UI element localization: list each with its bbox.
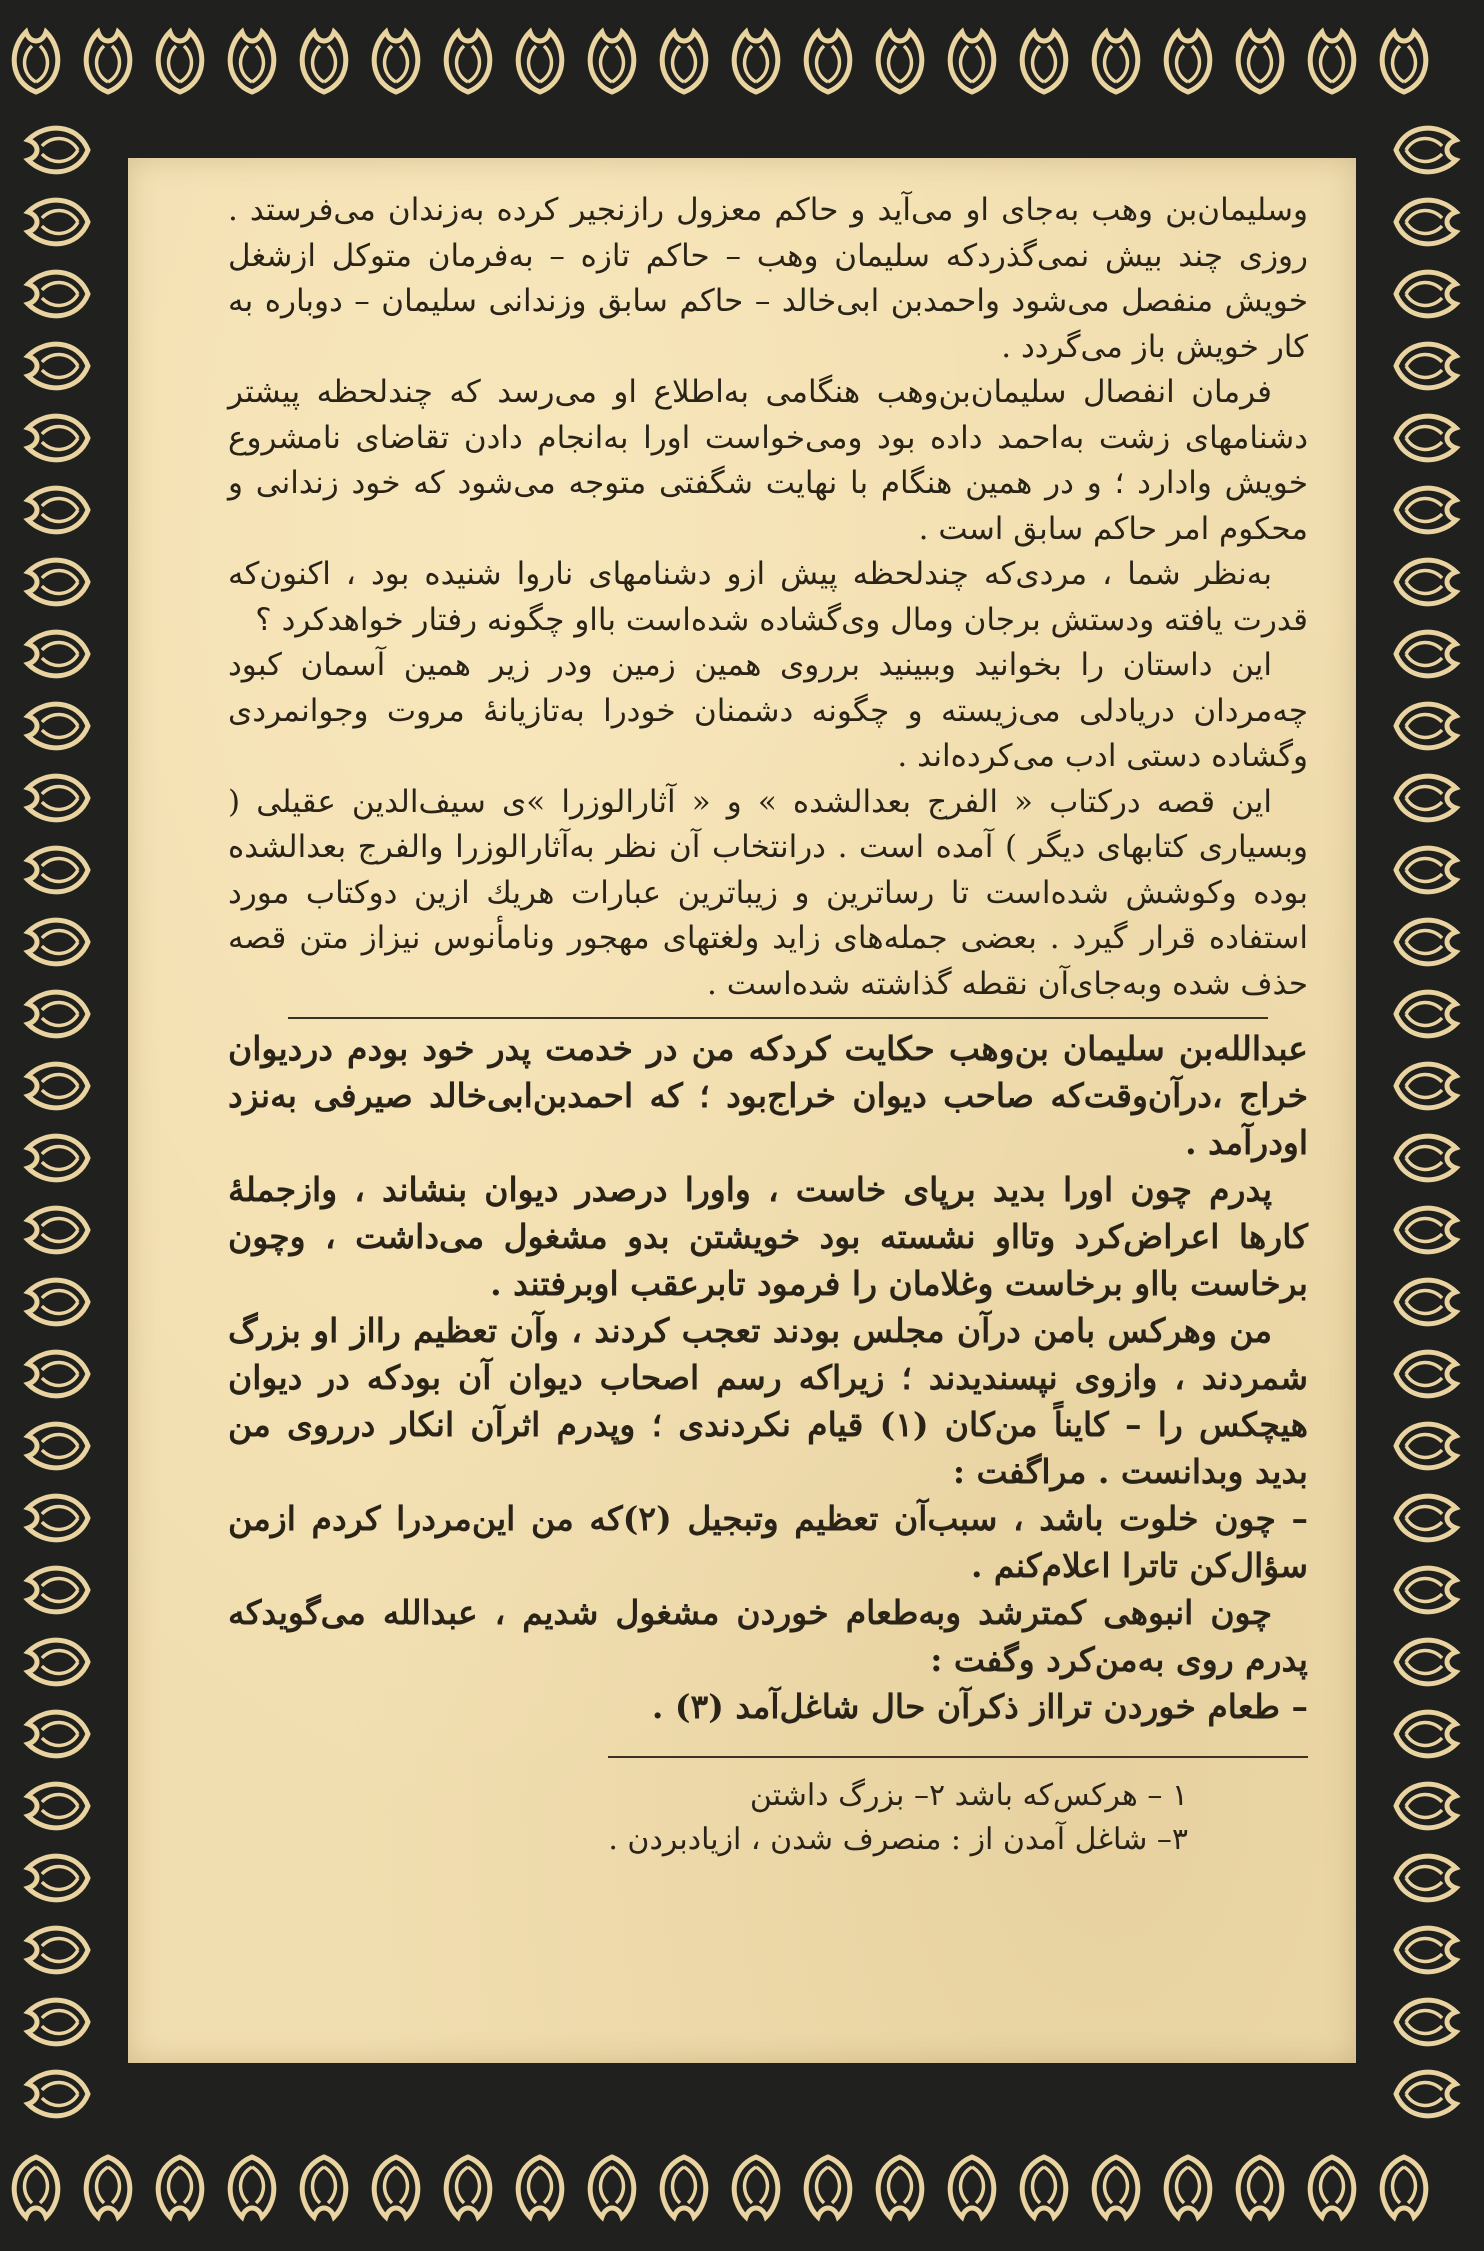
border-petal-bottom — [1022, 2157, 1066, 2217]
border-petal-right — [1396, 1352, 1456, 1396]
border-petal-left — [28, 1712, 88, 1756]
border-petal-right — [1396, 1424, 1456, 1468]
border-petal-left — [28, 1064, 88, 1108]
border-petal-bottom — [1166, 2157, 1210, 2217]
border-petal-top — [1382, 32, 1426, 92]
border-petal-right — [1396, 200, 1456, 244]
border-petal-top — [158, 32, 202, 92]
border-petal-right — [1396, 488, 1456, 532]
border-petal-right — [1396, 560, 1456, 604]
border-petal-left — [28, 1640, 88, 1684]
border-petal-bottom — [1310, 2157, 1354, 2217]
border-petal-top — [950, 32, 994, 92]
story-paragraph-1: عبدالله‌بن سلیمان بن‌وهب حکایت کردکه من در خدمت پدر خود بودم دردیوان خراج ،درآن‌وقت‌که صاحب دیوان خراج‌بود ؛ که احمدبن‌ابی‌خالد صیرفی به‌نزد اودرآمد . — [228, 1029, 1308, 1162]
article-content — [228, 188, 1308, 1862]
border-petal-bottom — [14, 2157, 58, 2217]
border-petal-left — [28, 560, 88, 604]
story-paragraph-6: – طعام خوردن ترااز ذکرآن حال شاغل‌آمد (۳) . — [651, 1687, 1308, 1726]
border-petal-top — [302, 32, 346, 92]
border-petal-bottom — [518, 2157, 562, 2217]
border-petal-left — [28, 1568, 88, 1612]
footnotes — [228, 1774, 1308, 1862]
border-petal-top — [878, 32, 922, 92]
border-petal-left — [28, 200, 88, 244]
border-petal-right — [1396, 776, 1456, 820]
border-petal-top — [1238, 32, 1282, 92]
border-petal-left — [28, 1928, 88, 1972]
border-petal-bottom — [230, 2157, 274, 2217]
paper-panel — [128, 158, 1356, 2063]
border-petal-left — [28, 632, 88, 676]
border-petal-right — [1396, 2072, 1456, 2116]
border-petal-right — [1396, 848, 1456, 892]
border-petal-bottom — [950, 2157, 994, 2217]
border-petal-right — [1396, 1136, 1456, 1180]
footnote-line-2: ۳– شاغل آمدن از : منصرف شدن ، ازیادبردن . — [608, 1822, 1188, 1857]
border-petal-bottom — [302, 2157, 346, 2217]
intro-paragraph-3: به‌نظر شما ، مردی‌که چندلحظه پیش ازو دشنامهای ناروا شنیده بود ، اکنون‌که قدرت یافته ودستش برجان ومال وی‌گشاده شده‌است بااو چگونه رفتار خواهدکرد ؟ — [228, 556, 1308, 638]
border-petal-left — [28, 2000, 88, 2044]
border-petal-right — [1396, 632, 1456, 676]
section-divider — [288, 1017, 1268, 1019]
border-petal-bottom — [446, 2157, 490, 2217]
border-petal-right — [1396, 128, 1456, 172]
border-petal-top — [662, 32, 706, 92]
story-paragraph-2: پدرم چون اورا بدید برپای خاست ، واورا درصدر دیوان بنشاند ، وازجملهٔ کارها اعراض‌کرد وتااو نشسته بود خویشتن بدو مشغول می‌داشت ، وچون برخاست بااو برخاست وغلامان را فرمود تابرعقب اوبرفتند . — [228, 1170, 1308, 1303]
intro-paragraph-4: این داستان را بخوانید وببینید برروی همین زمین ودر زیر همین آسمان کبود چه‌مردان دریادلی می‌زیسته و چگونه دشمنان خودرا به‌تازیانهٔ مروت وجوانمردی وگشاده دستی ادب می‌کرده‌اند . — [228, 647, 1308, 774]
border-petal-right — [1396, 1064, 1456, 1108]
border-petal-left — [28, 704, 88, 748]
border-petal-top — [1310, 32, 1354, 92]
border-petal-bottom — [662, 2157, 706, 2217]
border-petal-left — [28, 848, 88, 892]
story-section — [228, 1025, 1308, 1730]
border-petal-left — [28, 272, 88, 316]
border-petal-top — [86, 32, 130, 92]
border-petal-left — [28, 344, 88, 388]
border-petal-left — [28, 1784, 88, 1828]
border-petal-top — [806, 32, 850, 92]
border-petal-left — [28, 776, 88, 820]
story-paragraph-4: – چون خلوت باشد ، سبب‌آن تعظیم وتبجیل (۲)که من این‌مردرا کردم ازمن سؤال‌کن تاترا اعلام‌کنم . — [228, 1499, 1308, 1585]
intro-paragraph-1: وسلیمان‌بن وهب به‌جای او می‌آید و حاکم معزول رازنجیر کرده به‌زندان می‌فرستد . روزی چند بیش نمی‌گذردکه سلیمان وهب – حاکم تازه – به‌فرمان متوکل ازشغل خویش منفصل می‌شود واحمدبن ابی‌خالد – حاکم سابق وزندانی سلیمان – دوباره به کار خویش باز می‌گردد . — [228, 192, 1308, 365]
border-petal-left — [28, 920, 88, 964]
border-petal-left — [28, 1136, 88, 1180]
border-petal-top — [230, 32, 274, 92]
border-petal-bottom — [86, 2157, 130, 2217]
border-petal-left — [28, 1280, 88, 1324]
intro-paragraph-5: این قصه درکتاب « الفرج بعدالشده » و « آثارالوزرا »ی سیف‌الدین عقیلی ( وبسیاری کتابهای دیگر ) آمده است . درانتخاب آن نظر به‌آثارالوزرا والفرج بعدالشده بوده وکوشش شده‌است تا رساترین و زیباترین عبارات هریك ازین دوکتاب مورد استفاده قرار گیرد . بعضی جمله‌های زاید ولغتهای مهجور ونامأنوس نیزاز متن قصه حذف شده وبه‌جای‌آن نقطه گذاشته شده‌است . — [228, 783, 1308, 1002]
border-petal-left — [28, 992, 88, 1036]
border-petal-right — [1396, 1640, 1456, 1684]
footnote-divider — [608, 1756, 1308, 1758]
border-petal-right — [1396, 992, 1456, 1036]
border-petal-right — [1396, 1280, 1456, 1324]
border-petal-right — [1396, 704, 1456, 748]
border-petal-right — [1396, 1568, 1456, 1612]
border-petal-top — [1166, 32, 1210, 92]
intro-paragraph-2: فرمان انفصال سلیمان‌بن‌وهب هنگامی به‌اطلاع او می‌رسد که چندلحظه پیشتر دشنامهای زشت به‌احمد داده بود ومی‌خواست اورا به‌انجام دادن تقاضای نامشروع خویش وادارد ؛ و در همین هنگام با نهایت شگفتی متوجه می‌شود که خود زندانی و محکوم امر حاکم سابق است . — [228, 374, 1308, 547]
border-petal-bottom — [374, 2157, 418, 2217]
border-petal-top — [1094, 32, 1138, 92]
border-petal-right — [1396, 272, 1456, 316]
border-petal-left — [28, 1208, 88, 1252]
border-petal-right — [1396, 1928, 1456, 1972]
border-petal-top — [14, 32, 58, 92]
border-petal-bottom — [590, 2157, 634, 2217]
border-petal-bottom — [734, 2157, 778, 2217]
border-petal-right — [1396, 1712, 1456, 1756]
border-petal-bottom — [1382, 2157, 1426, 2217]
border-petal-top — [734, 32, 778, 92]
border-petal-right — [1396, 2000, 1456, 2044]
border-petal-right — [1396, 1784, 1456, 1828]
border-petal-left — [28, 128, 88, 172]
border-petal-bottom — [1094, 2157, 1138, 2217]
intro-section — [228, 188, 1308, 1007]
story-paragraph-3: من وهرکس بامن درآن مجلس بودند تعجب کردند ، وآن تعظیم رااز او بزرگ شمردند ، وازوی نپسندیدند ؛ زیراکه رسم اصحاب دیوان آن بودکه در دیوان هیچکس را – کایناً من‌کان (۱) قیام نکردندی ؛ وپدرم اثرآن انکار درروی من بدید وبدانست . مراگفت : — [228, 1311, 1308, 1491]
border-petal-right — [1396, 416, 1456, 460]
border-petal-top — [374, 32, 418, 92]
border-petal-right — [1396, 1208, 1456, 1252]
border-petal-left — [28, 488, 88, 532]
border-petal-top — [590, 32, 634, 92]
border-petal-top — [518, 32, 562, 92]
border-petal-right — [1396, 344, 1456, 388]
border-petal-left — [28, 1424, 88, 1468]
border-petal-right — [1396, 1496, 1456, 1540]
border-petal-bottom — [158, 2157, 202, 2217]
border-petal-left — [28, 1496, 88, 1540]
border-petal-bottom — [1238, 2157, 1282, 2217]
footnote-line-1: ۱ – هرکس‌که باشد ۲– بزرگ داشتن — [749, 1778, 1188, 1813]
border-petal-top — [1022, 32, 1066, 92]
story-paragraph-5: چون انبوهی کمترشد وبه‌طعام خوردن مشغول شدیم ، عبدالله می‌گویدکه پدرم روی به‌من‌کرد وگفت : — [228, 1593, 1308, 1679]
border-petal-top — [446, 32, 490, 92]
border-petal-right — [1396, 1856, 1456, 1900]
border-petal-left — [28, 1352, 88, 1396]
border-petal-bottom — [806, 2157, 850, 2217]
border-petal-left — [28, 1856, 88, 1900]
border-petal-right — [1396, 920, 1456, 964]
border-petal-left — [28, 416, 88, 460]
border-petal-bottom — [878, 2157, 922, 2217]
border-petal-left — [28, 2072, 88, 2116]
